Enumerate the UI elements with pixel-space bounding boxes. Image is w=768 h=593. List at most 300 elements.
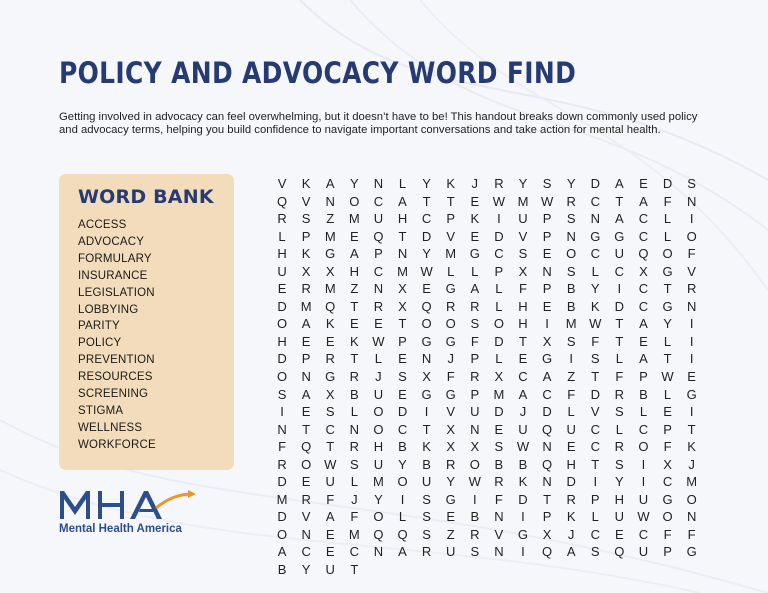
word-bank-item: SCREENING	[78, 388, 149, 401]
grid-letter: K	[301, 246, 311, 262]
grid-letter: S	[615, 404, 624, 420]
grid-letter: N	[686, 509, 697, 525]
grid-letter: D	[494, 404, 504, 420]
grid-letter: T	[398, 316, 407, 332]
grid-letter: D	[494, 228, 504, 244]
grid-letter: D	[662, 176, 673, 191]
grid-letter: C	[421, 211, 432, 227]
grid-letter: L	[591, 509, 599, 525]
grid-letter: A	[639, 351, 648, 367]
grid-letter: D	[614, 298, 625, 314]
grid-letter: V	[301, 509, 311, 525]
grid-letter: S	[398, 369, 407, 385]
grid-letter: O	[662, 246, 673, 262]
grid-letter: E	[301, 474, 311, 490]
grid-letter: O	[349, 193, 360, 209]
grid-letter: I	[641, 474, 646, 490]
grid-letter: U	[518, 421, 528, 437]
grid-letter: E	[301, 333, 311, 349]
grid-letter: E	[349, 316, 359, 332]
grid-letter: W	[516, 439, 530, 455]
page-title: POLICY AND ADVOCACY WORD FIND	[59, 56, 577, 90]
mha-logo-subtitle: Mental Health America	[59, 523, 182, 535]
grid-letter: O	[566, 246, 577, 262]
grid-letter: O	[373, 509, 384, 525]
grid-letter: C	[349, 544, 360, 560]
grid-letter: Q	[542, 544, 553, 560]
grid-letter: C	[397, 421, 408, 437]
grid-letter: B	[398, 439, 407, 455]
word-bank-item: FORMULARY	[78, 252, 152, 265]
grid-letter: Q	[373, 526, 384, 542]
grid-letter: S	[422, 526, 431, 542]
grid-letter: M	[397, 263, 408, 279]
grid-letter: V	[687, 263, 696, 279]
grid-letter: Z	[567, 369, 576, 385]
grid-letter: I	[521, 509, 525, 525]
grid-letter: S	[615, 456, 624, 472]
grid-letter: B	[470, 509, 480, 525]
grid-letter: S	[301, 211, 311, 227]
grid-letter: P	[470, 351, 480, 367]
grid-letter: R	[566, 193, 576, 209]
grid-letter: U	[614, 246, 625, 262]
grid-letter: U	[470, 404, 480, 420]
grid-letter: E	[615, 526, 624, 542]
grid-letter: P	[470, 386, 480, 402]
grid-letter: X	[639, 263, 648, 279]
word-bank-item: ADVOCACY	[78, 235, 145, 248]
grid-letter: X	[542, 333, 552, 349]
grid-letter: S	[590, 544, 600, 560]
grid-letter: A	[277, 544, 287, 560]
grid-letter: N	[542, 474, 552, 490]
grid-letter: Y	[446, 474, 456, 490]
grid-letter: U	[566, 421, 576, 437]
grid-letter: L	[495, 298, 503, 314]
grid-letter: C	[301, 544, 311, 560]
grid-letter: W	[324, 456, 337, 472]
grid-letter: N	[542, 263, 552, 279]
grid-letter: I	[689, 316, 694, 332]
grid-letter: F	[663, 193, 672, 209]
grid-letter: A	[398, 544, 407, 560]
grid-letter: T	[422, 193, 431, 209]
grid-letter: N	[470, 421, 480, 437]
grid-letter: R	[373, 298, 384, 314]
grid-letter: R	[470, 526, 480, 542]
grid-letter: E	[422, 281, 431, 297]
grid-letter: F	[470, 333, 479, 349]
grid-letter: A	[470, 281, 480, 297]
grid-letter: I	[400, 491, 405, 507]
grid-letter: E	[325, 544, 335, 560]
grid-letter: R	[325, 351, 335, 367]
grid-letter: P	[494, 263, 504, 279]
grid-letter: O	[686, 228, 697, 244]
grid-letter: G	[614, 228, 625, 244]
grid-letter: Q	[373, 228, 384, 244]
grid-letter: D	[277, 351, 287, 367]
grid-letter: M	[493, 386, 505, 402]
grid-letter: L	[495, 281, 503, 297]
grid-letter: C	[590, 526, 600, 542]
grid-letter: E	[325, 333, 335, 349]
grid-letter: U	[518, 211, 528, 227]
grid-letter: S	[422, 509, 431, 525]
grid-letter: U	[614, 509, 625, 525]
grid-letter: E	[566, 439, 576, 455]
grid-letter: U	[446, 544, 456, 560]
grid-letter: D	[494, 333, 504, 349]
grid-letter: Y	[422, 246, 431, 262]
grid-letter: R	[301, 281, 311, 297]
grid-letter: E	[277, 281, 287, 297]
grid-letter: B	[639, 386, 648, 402]
grid-letter: G	[445, 386, 456, 402]
grid-letter: O	[276, 369, 288, 385]
grid-letter: I	[617, 281, 622, 297]
grid-letter: Y	[615, 474, 624, 490]
grid-letter: O	[421, 316, 432, 332]
grid-letter: T	[615, 193, 624, 209]
grid-letter: L	[567, 404, 575, 420]
grid-letter: G	[590, 228, 601, 244]
grid-letter: T	[663, 281, 672, 297]
grid-letter: R	[349, 369, 360, 385]
grid-letter: H	[614, 491, 625, 507]
grid-letter: N	[566, 228, 576, 244]
grid-letter: I	[641, 456, 646, 472]
grid-letter: U	[325, 562, 335, 578]
grid-letter: Q	[614, 544, 625, 560]
grid-letter: P	[374, 246, 383, 262]
grid-letter: Y	[301, 562, 311, 578]
grid-letter: F	[446, 369, 455, 385]
grid-letter: B	[518, 456, 528, 472]
grid-letter: A	[301, 386, 311, 402]
grid-letter: V	[446, 404, 456, 420]
grid-letter: A	[615, 211, 624, 227]
grid-letter: Y	[349, 176, 359, 191]
grid-letter: N	[397, 246, 408, 262]
grid-letter: Y	[566, 176, 576, 191]
grid-letter: B	[349, 386, 359, 402]
grid-letter: E	[663, 404, 672, 420]
grid-letter: N	[373, 176, 384, 191]
grid-letter: M	[373, 474, 384, 490]
grid-letter: U	[638, 544, 649, 560]
grid-letter: R	[470, 298, 480, 314]
grid-letter: Q	[276, 193, 288, 209]
grid-letter: F	[278, 439, 287, 455]
grid-letter: K	[518, 474, 528, 490]
grid-letter: C	[373, 193, 384, 209]
grid-letter: E	[470, 193, 480, 209]
grid-letter: T	[326, 439, 335, 455]
grid-letter: C	[614, 263, 625, 279]
grid-letter: G	[517, 526, 529, 542]
grid-letter: R	[421, 544, 432, 560]
grid-letter: C	[662, 474, 673, 490]
word-bank-item: POLICY	[78, 337, 122, 350]
grid-letter: A	[615, 176, 624, 191]
grid-letter: P	[542, 509, 552, 525]
grid-letter: S	[277, 386, 287, 402]
grid-letter: S	[349, 456, 359, 472]
word-bank-item: PREVENTION	[78, 354, 155, 367]
word-bank-item: LOBBYING	[78, 303, 139, 316]
grid-letter: D	[397, 404, 408, 420]
grid-letter: I	[689, 404, 694, 420]
grid-letter: L	[374, 351, 383, 367]
word-search-grid	[270, 175, 704, 579]
word-bank-item: STIGMA	[78, 404, 124, 417]
intro-text: Getting involved in advocacy can feel overwhelming, but it doesn’t have to be! This handout breaks down commonly used policy and advocacy terms, helping you build confidence to navigate important conversations and take action for mental health.	[59, 111, 698, 136]
grid-letter: V	[494, 526, 504, 542]
grid-letter: F	[615, 369, 624, 385]
grid-letter: E	[494, 421, 504, 437]
grid-letter: A	[325, 509, 335, 525]
grid-letter: O	[397, 474, 408, 490]
grid-letter: M	[445, 246, 457, 262]
grid-letter: A	[542, 369, 552, 385]
grid-letter: C	[518, 369, 528, 385]
grid-letter: I	[472, 491, 477, 507]
grid-letter: X	[398, 298, 407, 314]
grid-letter: V	[277, 176, 287, 191]
grid-letter: Y	[398, 456, 407, 472]
grid-letter: S	[470, 544, 480, 560]
grid-letter: T	[519, 333, 527, 349]
grid-letter: N	[301, 526, 311, 542]
grid-letter: F	[663, 439, 672, 455]
grid-letter: G	[662, 298, 673, 314]
grid-letter: P	[663, 421, 672, 437]
grid-letter: O	[493, 316, 504, 332]
grid-letter: I	[280, 404, 284, 420]
grid-letter: F	[350, 509, 359, 525]
grid-letter: N	[277, 421, 287, 437]
grid-letter: K	[590, 298, 600, 314]
grid-letter: J	[471, 176, 479, 191]
grid-letter: O	[469, 456, 480, 472]
grid-letter: D	[421, 228, 432, 244]
grid-letter: X	[301, 263, 311, 279]
grid-letter: P	[301, 228, 311, 244]
grid-letter: U	[373, 456, 384, 472]
grid-letter: R	[686, 281, 697, 297]
grid-letter: K	[349, 333, 359, 349]
grid-letter: D	[277, 474, 287, 490]
grid-letter: B	[422, 456, 431, 472]
grid-letter: T	[615, 333, 624, 349]
grid-letter: J	[375, 369, 382, 385]
grid-letter: U	[277, 263, 287, 279]
grid-letter: K	[446, 176, 456, 191]
grid-letter: L	[278, 228, 286, 244]
grid-letter: H	[277, 333, 287, 349]
grid-letter: Q	[397, 526, 408, 542]
grid-letter: C	[590, 246, 600, 262]
grid-letter: J	[351, 491, 358, 507]
grid-letter: R	[470, 369, 480, 385]
grid-letter: M	[276, 491, 288, 507]
grid-letter: T	[543, 491, 552, 507]
grid-letter: L	[663, 386, 672, 402]
grid-letter: I	[689, 351, 694, 367]
grid-letter: Z	[446, 526, 455, 542]
grid-letter: S	[590, 351, 600, 367]
grid-letter: O	[373, 421, 384, 437]
word-bank-item: RESOURCES	[78, 371, 153, 384]
grid-letter: G	[542, 351, 553, 367]
grid-letter: H	[566, 456, 576, 472]
grid-letter: C	[638, 526, 649, 542]
grid-letter: N	[494, 544, 504, 560]
grid-letter: P	[301, 351, 311, 367]
grid-letter: V	[590, 404, 600, 420]
grid-letter: Y	[663, 316, 672, 332]
grid-letter: G	[469, 246, 480, 262]
grid-letter: S	[566, 263, 576, 279]
grid-letter: R	[277, 211, 287, 227]
word-bank-panel	[59, 174, 234, 470]
grid-letter: H	[349, 263, 360, 279]
grid-letter: I	[689, 333, 694, 349]
grid-letter: G	[662, 263, 673, 279]
grid-letter: C	[325, 421, 335, 437]
grid-letter: P	[542, 211, 552, 227]
grid-letter: M	[324, 228, 336, 244]
grid-letter: L	[447, 263, 455, 279]
grid-letter: B	[566, 298, 576, 314]
grid-letter: R	[349, 439, 360, 455]
grid-letter: O	[276, 316, 288, 332]
grid-letter: O	[686, 491, 697, 507]
grid-letter: S	[566, 211, 576, 227]
word-bank-item: INSURANCE	[78, 269, 148, 282]
grid-letter: F	[663, 526, 672, 542]
grid-letter: H	[397, 211, 408, 227]
grid-letter: J	[688, 456, 695, 472]
grid-letter: R	[614, 386, 625, 402]
grid-letter: W	[661, 369, 674, 385]
grid-letter: F	[687, 526, 696, 542]
grid-letter: S	[687, 176, 696, 191]
grid-letter: M	[517, 193, 529, 209]
grid-letter: D	[277, 509, 287, 525]
grid-letter: U	[421, 474, 432, 490]
grid-letter: D	[590, 176, 600, 191]
grid-letter: N	[421, 351, 432, 367]
grid-letter: G	[445, 281, 456, 297]
grid-letter: M	[348, 526, 360, 542]
grid-letter: K	[470, 211, 480, 227]
grid-letter: X	[494, 369, 504, 385]
grid-letter: A	[639, 316, 648, 332]
grid-letter: E	[470, 228, 480, 244]
grid-letter: W	[492, 193, 506, 209]
grid-letter: P	[446, 211, 456, 227]
grid-letter: R	[494, 474, 504, 490]
grid-letter: W	[589, 316, 602, 332]
grid-letter: M	[300, 298, 312, 314]
grid-letter: A	[325, 176, 335, 191]
grid-letter: C	[638, 211, 649, 227]
grid-letter: N	[373, 544, 384, 560]
grid-letter: Q	[301, 439, 312, 455]
grid-letter: Y	[374, 491, 383, 507]
grid-letter: X	[542, 526, 552, 542]
grid-letter: U	[638, 491, 649, 507]
grid-letter: G	[686, 386, 697, 402]
grid-letter: W	[637, 509, 650, 525]
grid-letter: E	[374, 316, 383, 332]
grid-letter: T	[398, 228, 407, 244]
grid-letter: T	[446, 193, 455, 209]
grid-letter: E	[349, 228, 359, 244]
grid-letter: I	[569, 351, 573, 367]
grid-letter: N	[325, 193, 335, 209]
grid-letter: C	[638, 298, 649, 314]
grid-letter: M	[348, 211, 360, 227]
grid-letter: J	[519, 404, 527, 420]
grid-letter: G	[325, 246, 336, 262]
grid-letter: P	[398, 333, 407, 349]
grid-letter: P	[590, 491, 600, 507]
grid-letter: T	[687, 421, 696, 437]
grid-letter: G	[421, 386, 432, 402]
grid-letter: E	[639, 333, 648, 349]
grid-letter: V	[518, 228, 528, 244]
grid-letter: K	[687, 439, 696, 455]
grid-letter: L	[615, 351, 623, 367]
grid-letter: G	[686, 544, 697, 560]
grid-letter: P	[542, 281, 552, 297]
grid-letter: S	[494, 439, 504, 455]
grid-letter: M	[324, 281, 336, 297]
grid-letter: L	[663, 333, 672, 349]
grid-letter: R	[494, 176, 504, 191]
grid-letter: K	[422, 439, 431, 455]
grid-letter: L	[350, 474, 358, 490]
grid-letter: P	[542, 228, 552, 244]
grid-letter: L	[663, 211, 672, 227]
grid-letter: Z	[350, 281, 359, 297]
grid-letter: G	[445, 333, 456, 349]
grid-letter: T	[591, 456, 600, 472]
word-bank-list	[78, 217, 234, 454]
grid-letter: O	[373, 404, 384, 420]
grid-letter: T	[615, 316, 624, 332]
grid-letter: Q	[325, 298, 336, 314]
grid-letter: W	[420, 263, 433, 279]
grid-letter: E	[687, 369, 696, 385]
grid-letter: A	[301, 316, 311, 332]
grid-letter: S	[470, 316, 480, 332]
mha-logo-mark	[58, 488, 208, 522]
grid-letter: D	[542, 404, 552, 420]
grid-letter: U	[373, 386, 384, 402]
grid-letter: G	[662, 491, 673, 507]
grid-letter: O	[276, 526, 288, 542]
grid-letter: B	[494, 456, 504, 472]
grid-letter: L	[591, 263, 599, 279]
grid-letter: F	[494, 491, 503, 507]
grid-letter: P	[639, 369, 648, 385]
grid-letter: T	[422, 421, 431, 437]
